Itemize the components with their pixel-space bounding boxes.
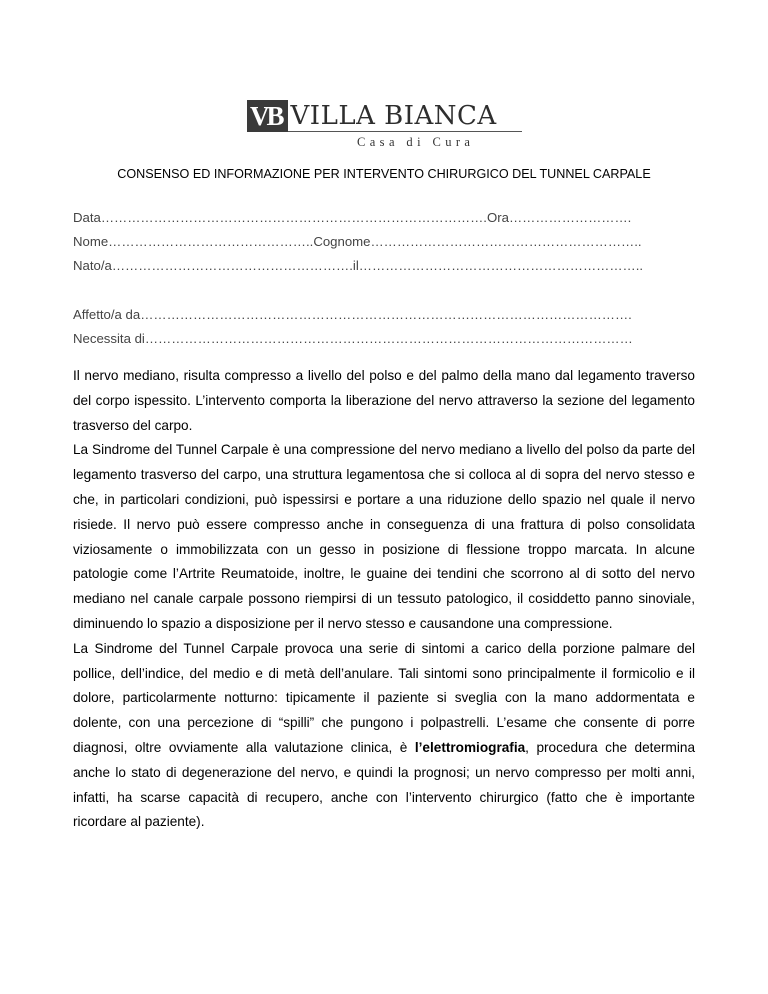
paragraph-3 <box>73 637 695 835</box>
brand-underline <box>252 131 522 132</box>
needs-field: Necessita di………………………………………………………………………………………………… <box>73 331 633 346</box>
paragraph-1: Il nervo mediano, risulta compresso a livello del polso e del palmo della mano dal legamento traverso del corpo ispessito. L’intervento comporta la liberazione del nervo attraverso la sezione del legamento trasverso del carpo. <box>73 368 695 433</box>
name-surname-field: Nome………………………………………..Cognome…………………………………………………….. <box>73 234 642 249</box>
document-title: CONSENSO ED INFORMAZIONE PER INTERVENTO CHIRURGICO DEL TUNNEL CARPALE <box>117 167 651 181</box>
information-text <box>73 364 695 835</box>
brand-name: VILLA BIANCA <box>290 101 497 131</box>
birth-field: Nato/a……………………………………………….il……………………………………………………….. <box>73 258 644 273</box>
paragraph-2: La Sindrome del Tunnel Carpale è una compressione del nervo mediano a livello del polso da parte del legamento trasverso del carpo, una struttura legamentosa che si colloca al di sopra del nervo stesso e che, in particolari condizioni, può ispessirsi e portare a una riduzione dello spazio nel quale il nervo risiede. Il nervo può essere compresso anche in conseguenza di una frattura di polso consolidata viziosamente o immobilizzata con un gesso in posizione di flessione troppo marcata. In alcune patologie come l’Artrite Reumatoide, inoltre, le guaine dei tendini che scorrono al di sotto del nervo mediano nel canale carpale possono riempirsi di un tessuto patologico, il cosiddetto panno sinoviale, diminuendo lo spazio a disposizione per il nervo stesso e causandone una compressione. <box>73 442 695 631</box>
affected-by-field: Affetto/a da…………………………………………………………………………………………………. <box>73 307 632 322</box>
logo-mark: VB <box>247 100 288 132</box>
paragraph-3-text-a: La Sindrome del Tunnel Carpale provoca una serie di sintomi a carico della porzione palmare del pollice, dell’indice, del medio e di metà dell’anulare. Tali sintomi sono principalmente il formicolio e il dolore, particolarmente notturno: tipicamente il paziente si sveglia con la mano addormentata e dolente, con una percezione di “spilli” che pungono i polpastrelli. L’esame che consente di porre diagnosi, oltre ovviamente alla valutazione clinica, è <box>73 640 695 755</box>
clinic-logo <box>247 100 522 150</box>
electromyography-term: l’elettromiografia <box>414 739 526 755</box>
date-time-field: Data…………………………………………………………………………….Ora………………………. <box>73 210 632 225</box>
paragraph-3-text-b: , procedura che determina anche lo stato di degenerazione del nervo, e quindi la prognosi; un nervo compresso per molti anni, infatti, ha scarse capacità di recupero, anche con l’intervento chirurgico (fatto che è importante ricordare al paziente). <box>73 739 696 830</box>
patient-fields <box>73 210 703 355</box>
brand-subtitle: Casa di Cura <box>357 135 475 149</box>
